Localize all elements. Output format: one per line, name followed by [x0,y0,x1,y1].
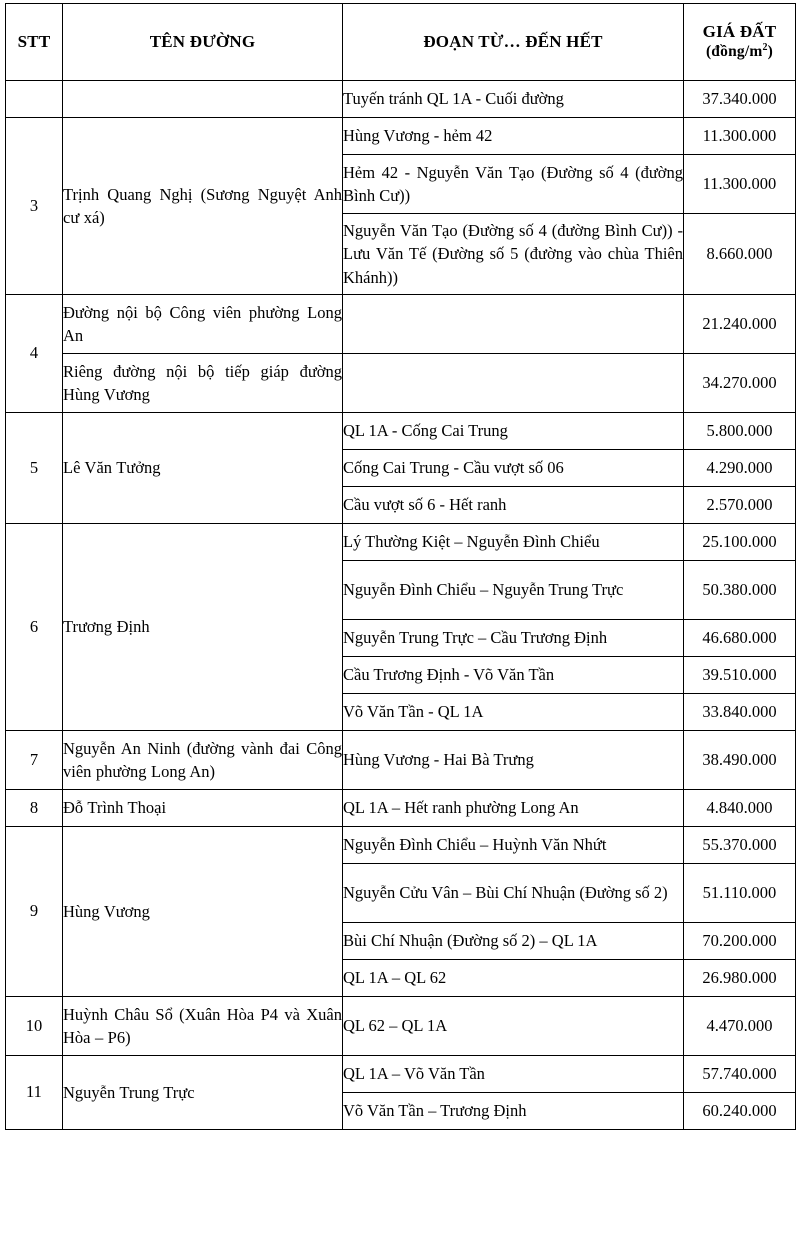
cell-segment: Hùng Vương - hẻm 42 [343,118,684,155]
cell-price: 21.240.000 [684,295,796,354]
table-row [6,524,796,561]
cell-segment: Cầu vượt số 6 - Hết ranh [343,487,684,524]
cell-street-name: Lê Văn Tưởng [63,413,343,524]
cell-street-name: Đỗ Trình Thoại [63,790,343,827]
cell-segment: Tuyến tránh QL 1A - Cuối đường [343,81,684,118]
cell-price: 4.290.000 [684,450,796,487]
cell-price: 8.660.000 [684,214,796,295]
cell-segment: Hùng Vương - Hai Bà Trưng [343,731,684,790]
cell-price: 70.200.000 [684,923,796,960]
cell-stt: 7 [6,731,63,790]
column-header-street-name: TÊN ĐƯỜNG [63,4,343,81]
land-price-table-container [5,3,795,1130]
cell-segment [343,354,684,413]
cell-stt: 6 [6,524,63,731]
cell-stt: 9 [6,827,63,997]
table-row [6,295,796,354]
cell-stt [6,81,63,118]
column-header-price [684,4,796,81]
cell-street-name: Nguyễn An Ninh (đường vành đai Công viên phường Long An) [63,731,343,790]
cell-segment: QL 1A – Hết ranh phường Long An [343,790,684,827]
cell-street-name: Hùng Vương [63,827,343,997]
cell-street-name: Riêng đường nội bộ tiếp giáp đường Hùng Vương [63,354,343,413]
cell-segment: QL 1A – Võ Văn Tần [343,1056,684,1093]
cell-price: 4.470.000 [684,997,796,1056]
cell-segment: Lý Thường Kiệt – Nguyễn Đình Chiểu [343,524,684,561]
cell-street-name: Trịnh Quang Nghị (Sương Nguyệt Anh cư xá) [63,118,343,295]
cell-segment: Cầu Trương Định - Võ Văn Tần [343,657,684,694]
cell-price: 46.680.000 [684,620,796,657]
cell-segment: Võ Văn Tần - QL 1A [343,694,684,731]
table-header [6,4,796,81]
cell-price: 60.240.000 [684,1093,796,1130]
cell-price: 39.510.000 [684,657,796,694]
cell-street-name: Trương Định [63,524,343,731]
cell-price: 4.840.000 [684,790,796,827]
table-row [6,1056,796,1093]
table-row [6,827,796,864]
table-row [6,354,796,413]
column-header-segment: ĐOẠN TỪ… ĐẾN HẾT [343,4,684,81]
cell-segment: Hẻm 42 - Nguyễn Văn Tạo (Đường số 4 (đường Bình Cư)) [343,155,684,214]
cell-segment: Nguyễn Đình Chiểu – Nguyễn Trung Trực [343,561,684,620]
cell-price: 55.370.000 [684,827,796,864]
table-row [6,790,796,827]
cell-price: 11.300.000 [684,118,796,155]
column-header-stt: STT [6,4,63,81]
cell-segment: Nguyễn Đình Chiểu – Huỳnh Văn Nhứt [343,827,684,864]
cell-price: 50.380.000 [684,561,796,620]
cell-segment [343,295,684,354]
cell-price: 11.300.000 [684,155,796,214]
table-row [6,81,796,118]
cell-price: 5.800.000 [684,413,796,450]
cell-price: 34.270.000 [684,354,796,413]
cell-segment: QL 1A – QL 62 [343,960,684,997]
cell-segment: Nguyễn Trung Trực – Cầu Trương Định [343,620,684,657]
cell-price: 37.340.000 [684,81,796,118]
table-body [6,81,796,1130]
cell-stt: 3 [6,118,63,295]
table-row [6,413,796,450]
cell-segment: QL 62 – QL 1A [343,997,684,1056]
cell-stt: 5 [6,413,63,524]
cell-segment: Võ Văn Tần – Trương Định [343,1093,684,1130]
cell-price: 38.490.000 [684,731,796,790]
header-row [6,4,796,81]
cell-price: 26.980.000 [684,960,796,997]
cell-price: 57.740.000 [684,1056,796,1093]
cell-segment: Bùi Chí Nhuận (Đường số 2) – QL 1A [343,923,684,960]
cell-segment: QL 1A - Cống Cai Trung [343,413,684,450]
cell-segment: Nguyễn Cửu Vân – Bùi Chí Nhuận (Đường số 2) [343,864,684,923]
cell-street-name [63,81,343,118]
cell-price: 25.100.000 [684,524,796,561]
cell-price: 2.570.000 [684,487,796,524]
cell-street-name: Đường nội bộ Công viên phường Long An [63,295,343,354]
cell-segment: Nguyễn Văn Tạo (Đường số 4 (đường Bình Cư)) - Lưu Văn Tế (Đường số 5 (đường vào chùa Thiên Khánh)) [343,214,684,295]
cell-street-name: Nguyễn Trung Trực [63,1056,343,1130]
cell-stt: 4 [6,295,63,413]
cell-segment: Cống Cai Trung - Cầu vượt số 06 [343,450,684,487]
cell-stt: 10 [6,997,63,1056]
land-price-table [5,3,796,1130]
cell-street-name: Huỳnh Châu Sổ (Xuân Hòa P4 và Xuân Hòa – P6) [63,997,343,1056]
table-row [6,997,796,1056]
column-header-price-unit: $(đồng/m^2)$ [705,42,774,61]
cell-price: 51.110.000 [684,864,796,923]
cell-stt: 11 [6,1056,63,1130]
unit-superscript: 2 [762,42,768,54]
table-row [6,731,796,790]
column-header-price-title: GIÁ ĐẤT [702,21,777,41]
cell-stt: 8 [6,790,63,827]
cell-price: 33.840.000 [684,694,796,731]
table-row [6,118,796,155]
